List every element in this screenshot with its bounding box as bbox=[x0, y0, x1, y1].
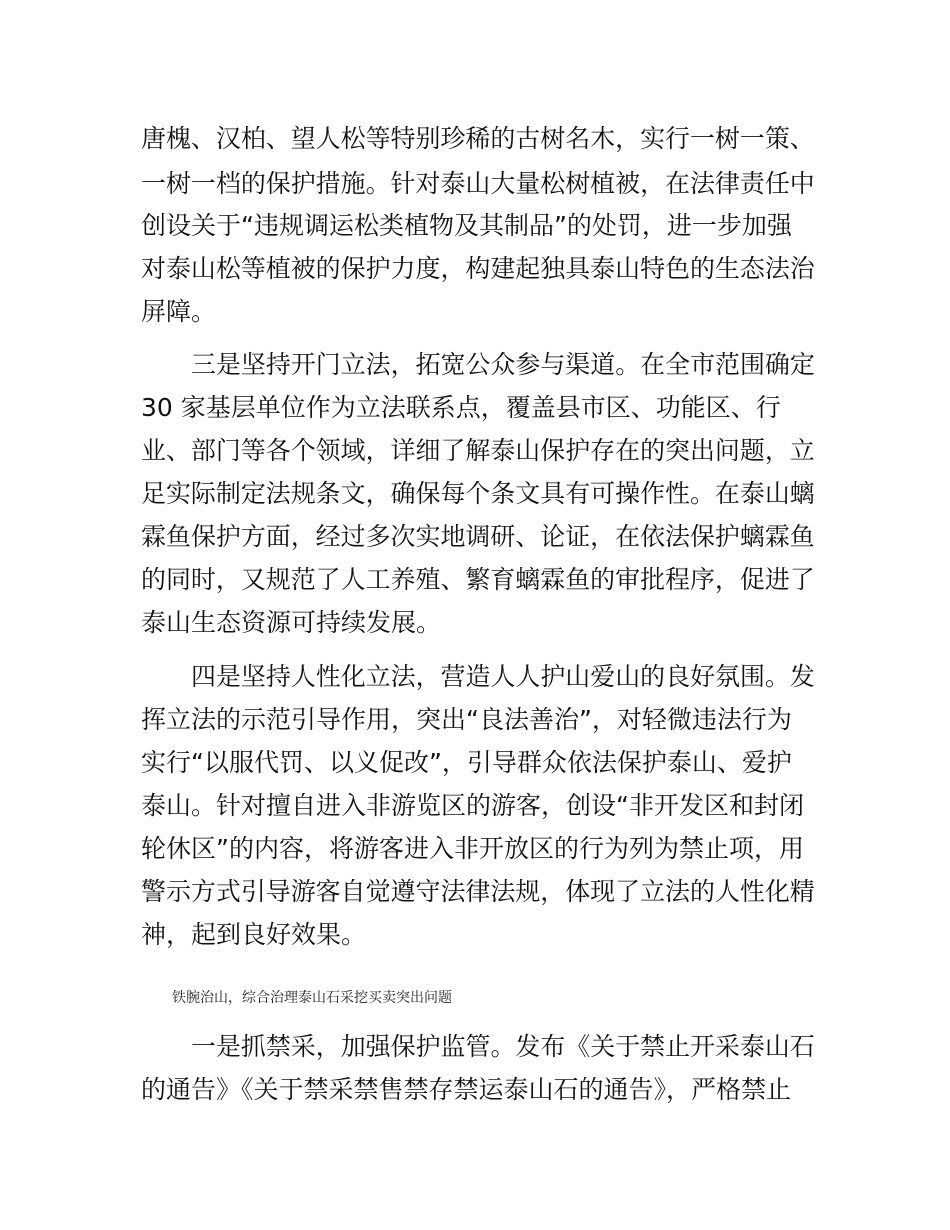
paragraph-1-line-4: 对泰山松等植被的保护力度，构建起独具泰山特色的生态法治 bbox=[141, 254, 815, 283]
paragraph-1-line-5: 屏障。 bbox=[141, 297, 217, 326]
paragraph-3-line-2: 挥立法的示范引导作用，突出“良法善治”，对轻微违法行为 bbox=[141, 705, 792, 734]
paragraph-1-line-1: 唐槐、汉柏、望人松等特别珍稀的古树名木，实行一树一策、 bbox=[141, 124, 815, 153]
paragraph-2-line-6: 的同时，又规范了人工养殖、繁育螭霖鱼的审批程序，促进了 bbox=[141, 565, 815, 594]
paragraph-2-line-5: 霖鱼保护方面，经过多次实地调研、论证，在依法保护螭霖鱼 bbox=[141, 522, 815, 551]
paragraph-3-line-4: 泰山。针对擅自进入非游览区的游客，创设“非开发区和封闭 bbox=[141, 791, 804, 820]
paragraph-1-line-2: 一树一档的保护措施。针对泰山大量松树植被，在法律责任中 bbox=[141, 169, 815, 198]
section-heading: 铁腕治山，综合治理泰山石采挖买卖突出问题 bbox=[172, 990, 452, 1006]
paragraph-4-line-2: 的通告》《关于禁采禁售禁存禁运泰山石的通告》，严格禁止 bbox=[141, 1075, 792, 1104]
paragraph-3-line-6: 警示方式引导游客自觉遵守法律法规，体现了立法的人性化精 bbox=[141, 877, 815, 906]
paragraph-3-line-1: 四是坚持人性化立法，营造人人护山爱山的良好氛围。发 bbox=[191, 662, 815, 691]
paragraph-2-line-3: 业、部门等各个领域，详细了解泰山保护存在的突出问题，立 bbox=[141, 436, 815, 465]
paragraph-2-line-7: 泰山生态资源可持续发展。 bbox=[141, 608, 442, 637]
paragraph-3-line-7: 神，起到良好效果。 bbox=[141, 920, 367, 949]
paragraph-2-line-2: 30 家基层单位作为立法联系点，覆盖县市区、功能区、行 bbox=[141, 393, 781, 422]
paragraph-1-line-3: 创设关于“违规调运松类植物及其制品”的处罚，进一步加强 bbox=[141, 211, 792, 240]
paragraph-4-line-1: 一是抓禁采，加强保护监管。发布《关于禁止开采泰山石 bbox=[191, 1032, 815, 1061]
paragraph-3-line-5: 轮休区”的内容，将游客进入非开放区的行为列为禁止项，用 bbox=[141, 834, 804, 863]
paragraph-2-line-4: 足实际制定法规条文，确保每个条文具有可操作性。在泰山螭 bbox=[141, 479, 815, 508]
paragraph-2-line-1: 三是坚持开门立法，拓宽公众参与渠道。在全市范围确定 bbox=[191, 350, 815, 379]
paragraph-3-line-3: 实行“以服代罚、以义促改”，引导群众依法保护泰山、爱护 bbox=[141, 748, 792, 777]
